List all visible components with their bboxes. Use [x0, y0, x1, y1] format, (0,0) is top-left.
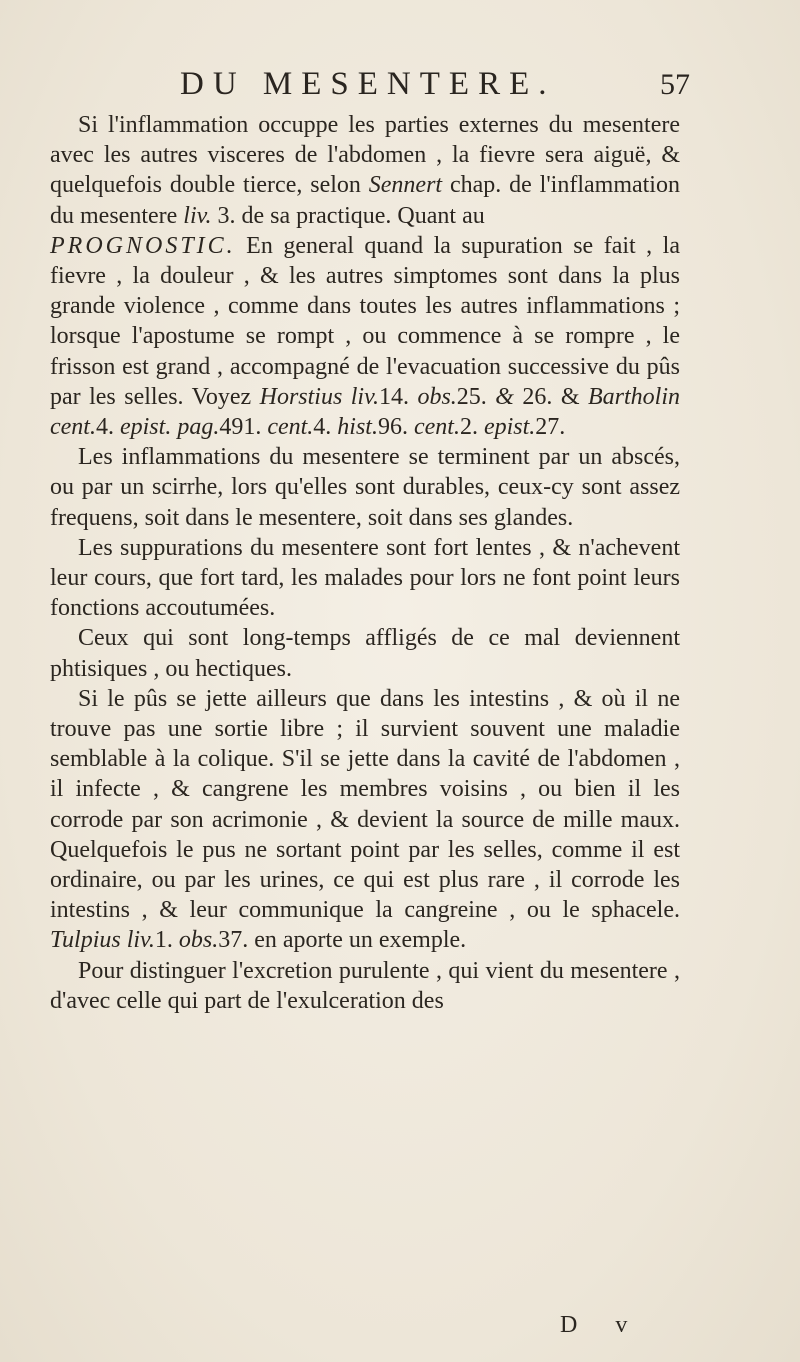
- italic-text: epist. pag.: [119, 414, 220, 441]
- page-number: 57: [660, 68, 690, 101]
- text-run: 4.: [313, 414, 338, 441]
- italic-text: cent.: [413, 414, 460, 441]
- text-run: 2.: [459, 414, 484, 441]
- text-run: Ceux qui sont long-temps affligés de ce mal deviennent phtisiques , ou hectiques.: [50, 625, 680, 682]
- text-run: 1.: [154, 927, 179, 954]
- paragraph: [50, 231, 680, 442]
- paragraph: [50, 442, 680, 533]
- body-text: [50, 110, 680, 1016]
- italic-text: Tulpius liv.: [50, 927, 155, 954]
- text-run: 37. en aporte un exemple.: [218, 927, 467, 954]
- italic-text: PROGNOSTIC.: [50, 232, 236, 259]
- text-run: 27.: [535, 414, 566, 441]
- italic-text: epist.: [483, 414, 536, 441]
- italic-text: &: [495, 383, 514, 410]
- paragraph: [50, 533, 680, 624]
- text-run: 25.: [456, 383, 496, 410]
- text-run: Les inflammations du mesentere se terminent par un abscés, ou par un scirrhe, lors qu'elles sont durables, ceux-cy sont assez frequens, soit dans le mesentere, soit dans ses glandes.: [50, 444, 680, 531]
- text-run: 96.: [377, 414, 414, 441]
- text-run: Pour distinguer l'excretion purulente , qui vient du mesentere , d'avec celle qui part de l'exulceration des: [50, 957, 680, 1014]
- paragraph: [50, 623, 680, 683]
- text-run: 4.: [95, 414, 120, 441]
- italic-text: Horstius liv.: [259, 383, 379, 410]
- paragraph: [50, 110, 680, 231]
- text-run: Si le pûs se jette ailleurs que dans les intestins , & où il ne trouve pas une sortie libre ; il survient souvent une maladie semblable à la colique. S'il se jette dans la cavité de l'abdomen , il infecte , & cangrene les membres voisins , ou bien il les corrode par son acrimonie , & devient la source de mille maux. Quelquefois le pus ne sortant point par les selles, comme il est ordinaire, ou par les urines, ce qui est plus rare , il corrode les intestins , & leur communique la cangreine , ou le sphacele.: [50, 685, 680, 924]
- text-run: chap. de l'inflammation du mesentere: [50, 172, 680, 229]
- paragraph: [50, 684, 680, 956]
- text-run: Si l'inflammation occuppe les parties externes du mesentere avec les autres visceres de l'abdomen , la fievre sera aiguë, & quelquefois double tierce, selon: [50, 112, 680, 199]
- text-run: 3. de sa practique. Quant au: [211, 202, 485, 229]
- text-run: En general quand la supuration se fait , la fievre , la douleur , & les autres simptomes sont dans la plus grande violence , comme dans toutes les autres inflammations ; lorsque l'apostume se rompt , ou commence à se rompre , le frisson est grand , accompagné de l'evacuation successive du pûs par les selles. Voyez: [50, 232, 680, 410]
- italic-text: cent.: [267, 414, 314, 441]
- running-title: DU MESENTERE.: [180, 66, 556, 102]
- text-run: Les suppurations du mesentere sont fort lentes , & n'achevent leur cours, que fort tard, les malades pour lors ne font point leurs fonctions accoutumées.: [50, 534, 680, 622]
- italic-text: obs.: [178, 927, 219, 954]
- catchword: D v: [560, 1312, 644, 1338]
- italic-text: hist.: [337, 414, 378, 441]
- text-run: 26. &: [513, 383, 589, 410]
- italic-text: Bartholin cent.: [50, 383, 681, 441]
- text-run: 14.: [378, 383, 418, 410]
- text-run: 491.: [219, 414, 268, 441]
- italic-text: liv.: [183, 202, 212, 229]
- page-header: [170, 66, 690, 106]
- paragraph: [50, 956, 680, 1016]
- italic-text: Sennert: [368, 172, 443, 199]
- italic-text: obs.: [417, 383, 457, 410]
